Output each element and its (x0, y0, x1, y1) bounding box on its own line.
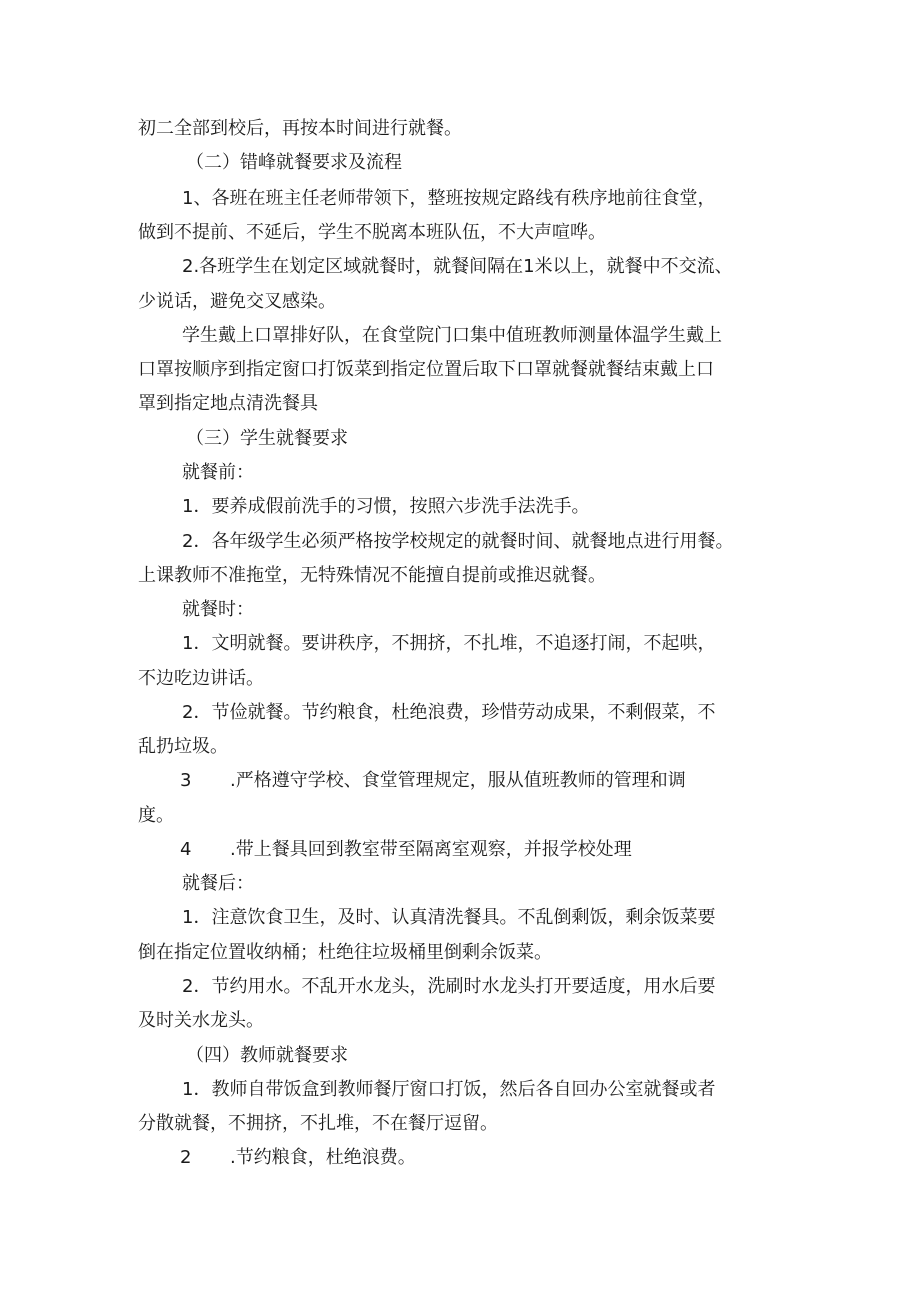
flow-line2: 口罩按顺序到指定窗口打饭菜到指定位置后取下口罩就餐就餐结束戴上口 (138, 359, 714, 380)
heading-section-3: （三）学生就餐要求 (186, 428, 348, 449)
during-item-3-number: 3 (180, 770, 192, 791)
during-item-4-number: 4 (180, 839, 192, 860)
teacher-item-2-number: 2 (180, 1147, 192, 1168)
before-item-1: 1．要养成假前洗手的习惯，按照六步洗手法洗手。 (182, 496, 590, 517)
item-2-2-line2: 少说话，避免交叉感染。 (138, 291, 336, 312)
flow-line1: 学生戴上口罩排好队，在食堂院门口集中值班教师测量体温学生戴上 (182, 325, 722, 346)
after-item-2-line2: 及时关水龙头。 (138, 1010, 264, 1031)
paragraph-carryover: 初二全部到校后，再按本时间进行就餐。 (138, 118, 462, 139)
flow-line3: 罩到指定地点清洗餐具 (138, 393, 318, 414)
during-item-2-line1: 2．节俭就餐。节约粮食，杜绝浪费，珍惜劳动成果，不剩假菜，不 (182, 702, 716, 723)
during-item-4-line1: .带上餐具回到教室带至隔离室观察，并报学校处理 (230, 839, 632, 860)
before-item-2-line2: 上课教师不准拖堂，无特殊情况不能擅自提前或推迟就餐。 (138, 565, 606, 586)
heading-section-2: （二）错峰就餐要求及流程 (186, 152, 402, 173)
during-item-2-line2: 乱扔垃圾。 (138, 736, 228, 757)
during-item-3-line1: .严格遵守学校、食堂管理规定，服从值班教师的管理和调 (230, 770, 686, 791)
heading-section-4: （四）教师就餐要求 (186, 1045, 348, 1066)
after-item-1-line2: 倒在指定位置收纳桶；杜绝往垃圾桶里倒剩余饭菜。 (138, 942, 552, 963)
after-item-1-line1: 1．注意饮食卫生，及时、认真清洗餐具。不乱倒剩饭，剩余饭菜要 (182, 907, 716, 928)
before-item-2-line1: 2．各年级学生必须严格按学校规定的就餐时间、就餐地点进行用餐。 (182, 531, 734, 552)
teacher-item-1-line2: 分散就餐，不拥挤，不扎堆，不在餐厅逗留。 (138, 1113, 498, 1134)
subheading-during-meal: 就餐时： (182, 599, 254, 620)
after-item-2-line1: 2．节约用水。不乱开水龙头，洗刷时水龙头打开要适度，用水后要 (182, 976, 716, 997)
during-item-1-line1: 1．文明就餐。要讲秩序，不拥挤，不扎堆，不追逐打闹，不起哄， (182, 633, 716, 654)
subheading-before-meal: 就餐前： (182, 462, 254, 483)
item-2-2-line1: 2.各班学生在划定区域就餐时，就餐间隔在1米以上，就餐中不交流、 (182, 256, 733, 277)
teacher-item-1-line1: 1．教师自带饭盒到教师餐厅窗口打饭，然后各自回办公室就餐或者 (182, 1079, 716, 1100)
during-item-1-line2: 不边吃边讲话。 (138, 668, 264, 689)
subheading-after-meal: 就餐后： (182, 873, 254, 894)
item-2-1-line2: 做到不提前、不延后，学生不脱离本班队伍，不大声喧哗。 (138, 222, 606, 243)
during-item-3-line2: 度。 (138, 805, 174, 826)
teacher-item-2-line1: .节约粮食，杜绝浪费。 (230, 1147, 416, 1168)
item-2-1-line1: 1、各班在班主任老师带领下，整班按规定路线有秩序地前往食堂， (182, 188, 716, 209)
